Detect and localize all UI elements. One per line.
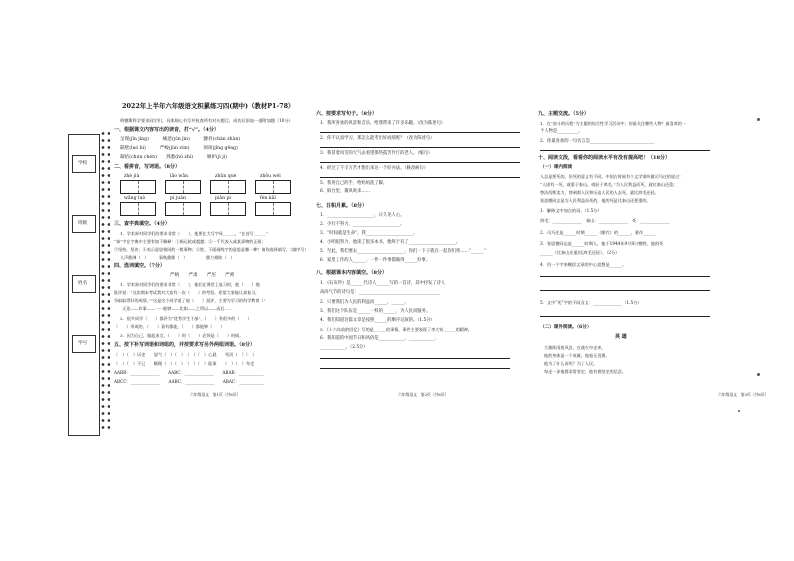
q3-line: 人声鼎沸（ ） 事秋鼎鼎（ ） 鼎力相助（ ）: [120, 255, 235, 260]
exam-note: 明德斯科学要求同学们，具体细心书写并检查所有对应题目，成功后添加一道附加题（10分）: [120, 118, 293, 123]
passage-line: 他的身体是一个英雄，他毫无畏惧。: [544, 353, 610, 358]
number-label: 学号: [78, 341, 88, 346]
q6-line: 4．经过了千辛万苦才想出来这一个好办法。（修改病句）: [320, 166, 429, 171]
question-10: 十、阅读文段，看看你的阅读水平有没有提高吧！（18分）: [538, 155, 670, 161]
q4-line: （ ）形成的，（ ）看有都能，（ ）都能够（ ）: [114, 324, 225, 329]
reading-question: 鸿毛：______________ 泰山：______________ 死：______________: [540, 218, 670, 223]
question-1: 一、根据课文内容写出的读音，打“√”。（4分）: [114, 127, 220, 133]
writing-grid[interactable]: [120, 180, 156, 194]
q8-line: ____________。（2.5分）: [320, 345, 368, 350]
question-3: 三、查字典填空。（4分）: [114, 221, 170, 227]
reading-line: 张思德同志是为人民利益而死的，他的死是比泰山还要重的。: [540, 198, 651, 203]
answer-line[interactable]: [320, 162, 520, 163]
q8-line: 6．我知道的中国节日和风俗是____________，____________，: [320, 336, 439, 341]
writing-grid[interactable]: [255, 180, 291, 194]
q3-line: 1．学术界对同学们的要求非常（ ），他要在大写字母______，“在首写______”: [120, 231, 269, 236]
q5-line: （ ）（ ）历史 怒气（ ）（ ） （ ）（ ）心悬 死而（ ）（ ）: [114, 352, 257, 357]
answer-line[interactable]: [320, 147, 520, 148]
q1-line: 凝结(chún chén) 熟悉(hú zhí) 嫉妒(jì jí): [120, 155, 227, 160]
q3-line: ③坚持，坚决；④表示意思相同的一般事物；⑤姓。下面画线字的意思是哪一种？请你选择填写。（填序号）: [114, 247, 309, 252]
passage-line: 每走一步他都非常坚定，他有着坚定的信念。: [544, 369, 626, 374]
q6-line: 3．我冒着风雪的天气去看望那些孤苦伶仃的老人。（缩句）: [320, 151, 433, 156]
answer-line[interactable]: [320, 177, 520, 178]
pinyin: pí juàn: [170, 196, 186, 201]
pinyin: lǎo wǎn: [170, 174, 189, 179]
class-label: 班级: [78, 221, 88, 226]
q4-line: 3．因为自己，做起来点，（ ）时（ ）必须是（ ）时候。: [120, 333, 244, 338]
answer-line[interactable]: [320, 358, 510, 359]
page-footer: 六年级语文 第3页（共6页）: [718, 392, 769, 397]
q6-line: 5．我用自己的手，给妈妈洗了脚。: [320, 181, 388, 186]
q7-line: 3．“时间就是生命”，我______________________。: [320, 231, 418, 236]
q4-words: 严格 严肃 严厉 严密: [170, 273, 235, 278]
subsection-extracurricular: （二）课外阅读。（6分）: [540, 325, 592, 330]
writing-grid[interactable]: [165, 180, 201, 194]
q3-line: “泰”字在字典中主要有如下解释：①指运轮或超越；②一千代表人或某事物的正面；: [114, 239, 266, 244]
pinyin: zhōu wéi: [260, 174, 281, 179]
student-info-sidebar: [68, 134, 100, 436]
subsection-in-class: （一）课内阅读: [540, 165, 573, 170]
writing-grid[interactable]: [210, 180, 246, 194]
q4-line: 2．很多同学（ ）都评为“优秀学生干部”，（ ）有很多的（ ）: [120, 316, 252, 321]
passage-line: 大雅阵雨夜风急，在战火中走来。: [544, 345, 606, 350]
page-title: 2022年上半年六年级语文积累练习四(期中)（教材P1-78）: [122, 102, 295, 110]
name-label: 姓名: [78, 281, 88, 286]
q9-line: 2．你最喜欢的一句名言是______________________________: [540, 139, 655, 144]
q7-line: 5．至此，我们要去______________________，你们一下子就在一起你们将……“______”: [320, 249, 487, 254]
question-6: 六、按要求写句子。（8分）: [316, 111, 377, 117]
q8-line: 4．我们知道这篇文章是按照______的顺序记叙的。（1.5分）: [320, 318, 435, 323]
question-9: 九、主题交流。（5分）: [538, 111, 589, 117]
q4-line: 天论——作事——一一能够——比如——之所以——而后……: [114, 306, 233, 311]
q9-line: 1．在“奋斗的历程”为主题的综合性学习活动中，你最关注哪些人物？最喜欢的一: [540, 121, 686, 126]
q7-line: 1．______________________，日久见人心。: [320, 213, 405, 218]
scan-speck: [757, 118, 760, 121]
pinyin: zhè jiù: [124, 174, 140, 179]
passage-line: 他为了什么而死？为了人民。: [544, 361, 598, 366]
answer-line[interactable]: [540, 290, 710, 291]
reading-line: 人总是要死的，但死的意义有不同。中国古时候有个文学家叫做司马迁的说过：: [540, 174, 684, 179]
q7-line: 4．小明很努力，他读了很多本书，他终于有了______________________。: [320, 240, 461, 245]
writing-grid[interactable]: [210, 202, 246, 216]
question-7: 七、日积月累。（8分）: [316, 203, 367, 209]
q8-line: 高尚气节的诗句是：______________________________________: [320, 290, 441, 295]
answer-line[interactable]: [540, 150, 710, 151]
pinyin: zhǔn què: [215, 174, 237, 179]
q7-line: 2．少壮不努力，______________________。: [320, 222, 405, 227]
q4-line: 批评说：“这次期末考试我对大家有一次（ ）的考验。希望大家能认真复习，: [114, 290, 260, 295]
answer-line[interactable]: [540, 316, 710, 317]
reading-line: “人固有一死，或重于泰山，或轻于鸿毛。”为人民利益而死，就比泰山还重；: [540, 182, 678, 187]
binding-dots: [100, 130, 110, 430]
question-5: 五、按下补写词语和词组的，并按要求写另外两组词语。（8分）: [114, 342, 255, 348]
q8-line: 1．《石灰吟》是______代诗人______写的一首诗，其中抒发了诗人: [320, 281, 446, 286]
question-8: 八、根据课本内容填空。（8分）: [316, 270, 387, 276]
q8-line: 3．我们这个队伍是______一样的______，为人民而服务。: [320, 309, 431, 314]
scan-speck: [757, 373, 760, 376]
answer-line[interactable]: [540, 276, 710, 277]
q1-line: 隔壁(luó bì) 严峻(jùn zùn) 颈项(jǐng gěng): [120, 146, 238, 151]
question-4: 四、选词填空。（7分）: [114, 263, 165, 269]
reading-question: 4．用一个字来概括文章的中心思想是______。: [540, 262, 627, 267]
q6-line: 1．我所喜欢的风景和音乐，给我带来了许多乐趣。（改为陈述句）: [320, 121, 446, 126]
q9-line: 个人物是__________。: [540, 129, 583, 134]
writing-grid[interactable]: [255, 202, 291, 216]
school-label: 学校: [78, 161, 88, 166]
page-footer: 六年级语文 第1页（共6页）: [190, 392, 241, 397]
q1-line: 呈现(jǐn jìng) 痛恶(yìn jìn) 颤抖(chàn zhàn): [120, 137, 241, 142]
pinyin: fèn kǎi: [260, 196, 276, 201]
question-2: 二、看拼音，写词语。（8分）: [114, 164, 180, 170]
q5-line: ABCC：______________ AABC：______________ ABAC：____________: [114, 379, 265, 384]
writing-grid[interactable]: [120, 202, 156, 216]
q7-line: 6．家里工作的人______，一件一件事都做得______好事。: [320, 258, 431, 263]
reading-question: ______（比泰山还重/比鸿毛还轻）。（2分）: [540, 250, 620, 255]
reading-question: 1．解释文中加点的词。（1.5分）: [540, 208, 602, 213]
pinyin: wǎng luò: [124, 196, 146, 201]
q4-line: 1．学术界对同学们的要求非常（ ），他们在课堂上复习时，他（ ）地: [120, 282, 260, 287]
scan-speck: [738, 410, 740, 412]
answer-line[interactable]: [320, 132, 520, 133]
q6-line: 6．阳台里，微风吹来……: [320, 189, 370, 194]
reading-question: 2．司马迁是______时期______（朝代）的______，著作______: [540, 230, 656, 235]
reading-question: 3．张思德同志是______时期人，他于1944年9月8日牺牲，他的死: [540, 241, 664, 246]
q5-line: （ ）（ ）不已 顺理（ ）（ ） （ ）（ ）能事 （ ）（ ）夺走: [114, 361, 255, 366]
reading-title: 英 雄: [615, 334, 627, 340]
q8-line: 2．只要我们为人民的利益而______，______。: [320, 300, 409, 305]
q6-line: 2．你不认真学习，那怎么能考出好成绩呢？（改为陈述句）: [320, 136, 435, 141]
answer-line[interactable]: [320, 368, 510, 369]
writing-grid[interactable]: [165, 202, 201, 216]
q4-line: 争取取得好的成绩。””这是这个同学说了他（ ）批评，主要为学习的科学教育（”: [114, 298, 266, 303]
q8-line: 5．《十六年前的回忆》写的是______的事情，事件主要表现了李大钊______的精神。: [320, 327, 473, 332]
page-footer: 六年级语文 第2页（共6页）: [398, 392, 449, 397]
q5-line: AABB：______________ AABC：______________ ABAB：____________: [114, 370, 264, 375]
reading-line: 替法西斯卖力，替剥削人民和压迫人民的人去死，就比鸿毛还轻。: [540, 190, 659, 195]
reading-question: 5．文中“死”字的不同含义：______________（1.5分）: [540, 300, 642, 305]
pinyin: piān pì: [215, 196, 231, 201]
